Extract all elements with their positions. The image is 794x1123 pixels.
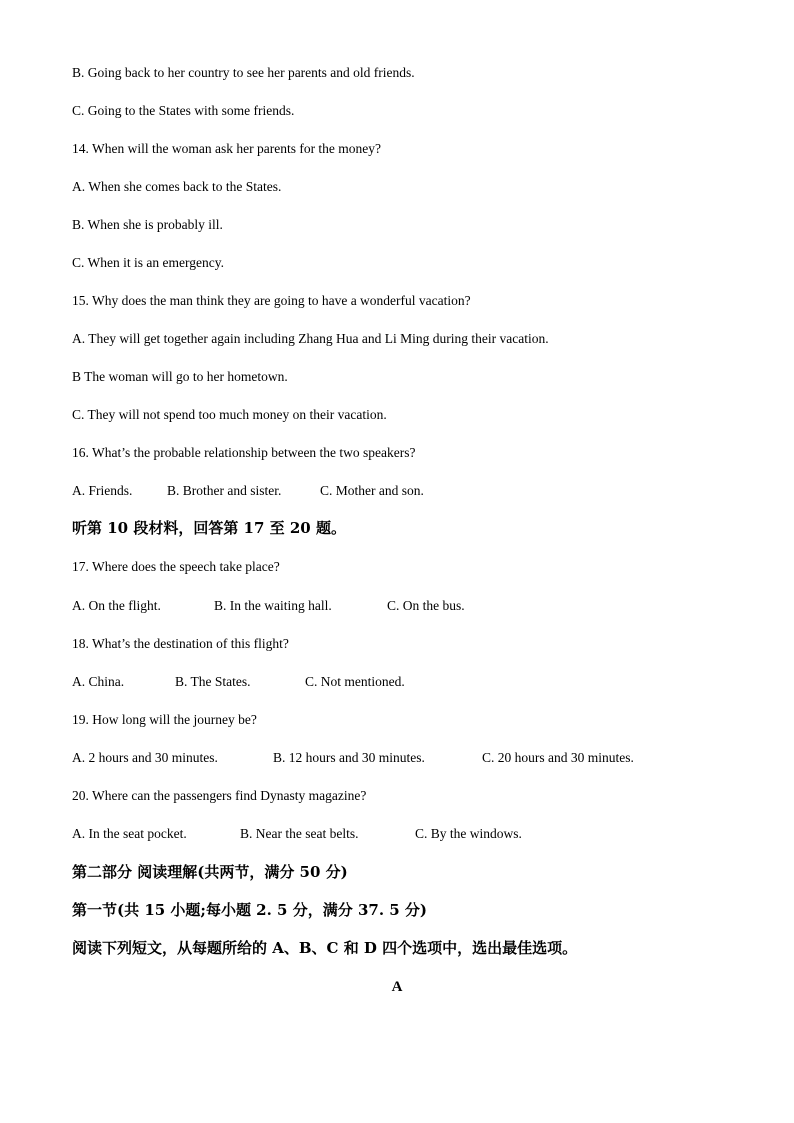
q16-question: 16. What’s the probable relationship between the two speakers? — [72, 445, 416, 460]
q19-question: 19. How long will the journey be? — [72, 712, 257, 727]
q19-option-c: C. 20 hours and 30 minutes. — [482, 750, 634, 765]
q15-question: 15. Why does the man think they are going to have a wonderful vacation? — [72, 293, 471, 308]
q20-option-b: B. Near the seat belts. — [240, 826, 359, 841]
part2-heading: 第二部分 阅读理解(共两节，满分 50 分) — [72, 863, 348, 881]
q16-option-b: B. Brother and sister. — [167, 483, 282, 498]
section1-heading: 第一节(共 15 小题;每小题 2. 5 分，满分 37. 5 分) — [72, 901, 428, 919]
q15-option-a: A. They will get together again including Zhang Hua and Li Ming during their vacation. — [72, 331, 549, 346]
q14-question: 14. When will the woman ask her parents for the money? — [72, 141, 382, 156]
q20-option-c: C. By the windows. — [415, 826, 522, 841]
q19-option-a: A. 2 hours and 30 minutes. — [72, 750, 218, 765]
q13-option-b: B. Going back to her country to see her parents and old friends. — [72, 65, 415, 80]
q20-question: 20. Where can the passengers find Dynasty magazine? — [72, 788, 367, 803]
q15-option-c: C. They will not spend too much money on their vacation. — [72, 407, 387, 422]
q14-option-c: C. When it is an emergency. — [72, 255, 224, 270]
q18-option-c: C. Not mentioned. — [305, 674, 405, 689]
q15-option-b: B The woman will go to her hometown. — [72, 369, 288, 384]
q17-option-b: B. In the waiting hall. — [214, 598, 332, 613]
q18-question: 18. What’s the destination of this flight? — [72, 636, 289, 651]
q13-option-c: C. Going to the States with some friends. — [72, 103, 295, 118]
q18-option-b: B. The States. — [175, 674, 251, 689]
q16-option-c: C. Mother and son. — [320, 483, 424, 498]
passage-label: A — [391, 979, 403, 995]
q14-option-b: B. When she is probably ill. — [72, 217, 223, 232]
q18-option-a: A. China. — [72, 674, 125, 689]
q17-question: 17. Where does the speech take place? — [72, 559, 280, 574]
q14-option-a: A. When she comes back to the States. — [72, 179, 282, 194]
section-heading-10: 听第 10 段材料，回答第 17 至 20 题。 — [72, 519, 346, 537]
reading-instructions: 阅读下列短文，从每题所给的 A、B、C 和 D 四个选项中，选出最佳选项。 — [72, 939, 578, 957]
q17-option-a: A. On the flight. — [72, 598, 161, 613]
q19-option-b: B. 12 hours and 30 minutes. — [273, 750, 425, 765]
q16-option-a: A. Friends. — [72, 483, 133, 498]
q20-option-a: A. In the seat pocket. — [72, 826, 187, 841]
q17-option-c: C. On the bus. — [387, 598, 465, 613]
